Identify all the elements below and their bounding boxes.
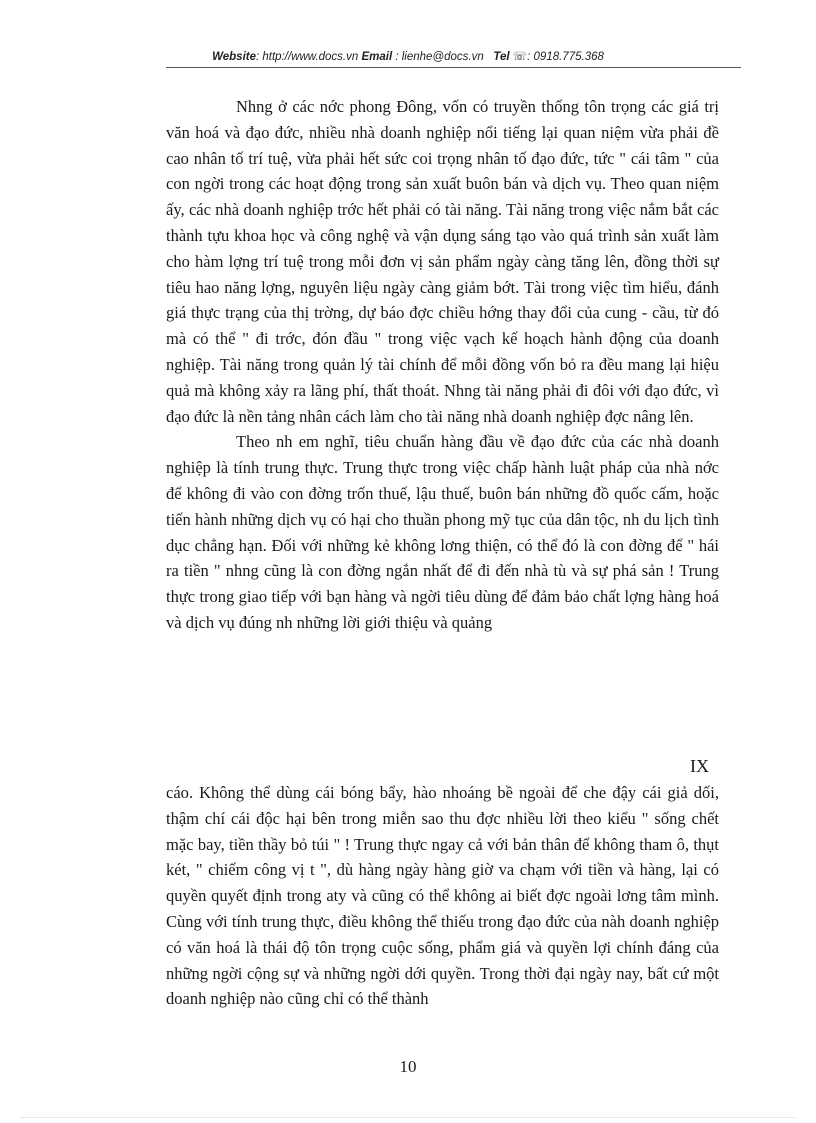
- email-label: Email: [361, 51, 393, 63]
- page-header: [0, 49, 816, 63]
- paragraph-2: Theo nh em nghĩ, tiêu chuẩn hàng đầu về đạo đức của các nhà doanh nghiệp là tính trung thực. Trung thực trong việc chấp hành luật pháp của nhà nớc để không đi vào con đờng trốn thuế, lậu thuế, buôn bán những đồ quốc cấm, hoặc tiến hành những dịch vụ có hại cho thuần phong mỹ tục của dân tộc, nh du lịch tình dục chẳng hạn. Đối với những kẻ không lơng thiện, có thể đó là con đờng để " hái ra tiền " nhng cũng là con đờng ngắn nhất để đi đến nhà tù và sự phá sản ! Trung thực trong giao tiếp với bạn hàng và ngời tiêu dùng để đảm bảo chất lợng hàng hoá và dịch vụ đúng nh những lời giới thiệu và quảng: [166, 432, 719, 632]
- roman-marker: IX: [690, 756, 709, 776]
- header-rule: [166, 67, 741, 68]
- website-label: Website: [212, 51, 256, 63]
- tel-label: Tel: [493, 51, 510, 63]
- main-text: [166, 94, 719, 636]
- website-value: : http://www.docs.vn: [256, 51, 359, 63]
- paragraph-continuation: cáo. Không thể dùng cái bóng bẩy, hào nhoáng bề ngoài để che đậy cái giả dối, thậm chí cái độc hại bên trong miễn sao thu đợc nhiều lời theo kiểu " sống chết mặc bay, tiền thầy bỏ túi " ! Trung thực ngay cả với bản thân để không tham ô, thụt két, " chiếm công vị t ", dù hàng ngày hàng giờ va chạm với tiền và hàng, lại có quyền quyết định trong aty và cũng có thể không ai biết đợc ngoài lơng tâm mình. Cùng với tính trung thực, điều không thể thiếu trong đạo đức của nàh doanh nghiệp có văn hoá là thái độ tôn trọng cuộc sống, phẩm giá và quyền lợi chính đáng của những ngời cộng sự và những ngời dới quyền. Trong thời đại ngày nay, bất cứ một doanh nghiệp nào cũng chỉ có thể thành: [166, 783, 719, 1009]
- paragraph-1: Nhng ở các nớc phong Đông, vốn có truyền thống tôn trọng các giá trị văn hoá và đạo đức, nhiều nhà doanh nghiệp nổi tiếng lại quan niệm vừa phải đề cao nhân tố trí tuệ, vừa phải hết sức coi trọng nhân tố đạo đức, tức " cái tâm " của con ngời trong các hoạt động trong sản xuất buôn bán và dịch vụ. Theo quan niệm ấy, các nhà doanh nghiệp trớc hết phải có tài năng. Tài năng trong việc nắm bắt các thành tựu khoa học và công nghệ và vận dụng sáng tạo vào quá trình sản xuất làm cho hàm lợng trí tuệ trong mỗi đơn vị sản phẩm ngày càng tăng lên, đồng thời sự tiêu hao năng lợng, nguyên liệu ngày càng giảm bớt. Tài trong việc tìm hiểu, đánh giá thực trạng của thị trờng, dự báo đợc chiều hớng thay đổi của cung - cầu, từ đó mà có thể " đi trớc, đón đầu " trong việc vạch kế hoạch hành động của doanh nghiệp. Tài năng trong quản lý tài chính để mỗi đồng vốn bỏ ra đều mang lại hiệu quả mà không xảy ra lãng phí, thất thoát. Nhng tài năng phải đi đôi với đạo đức, vì đạo đức là nền tảng nhân cách làm cho tài năng nhà doanh nghiệp đợc nâng lên.: [166, 97, 719, 426]
- tel-value: : 0918.775.368: [527, 51, 604, 63]
- email-value: : lienhe@docs.vn: [392, 51, 484, 63]
- continuation-text: [166, 780, 719, 1012]
- page-number: 10: [399, 1057, 417, 1076]
- phone-icon: ☏: [512, 51, 528, 63]
- footer-dotted-line: [20, 1117, 796, 1118]
